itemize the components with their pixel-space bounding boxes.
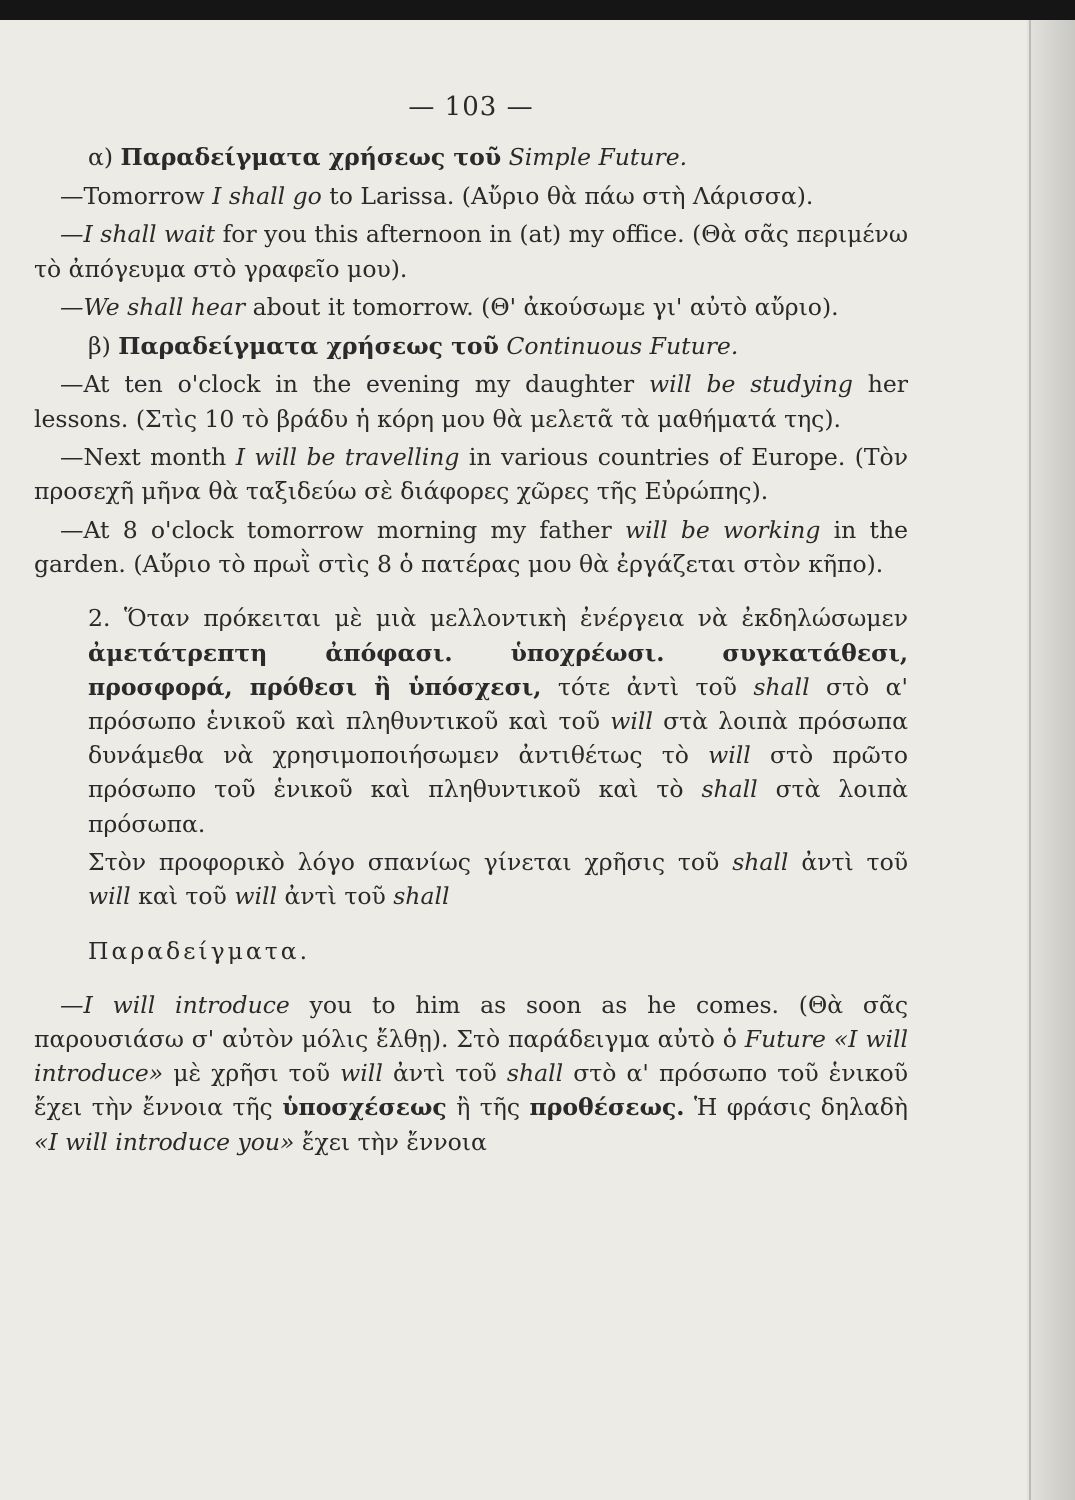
- example-a1-rest: to Larissa. (Αὔριο θὰ πάω στὴ Λάρισσα).: [329, 181, 814, 210]
- example-a1-verb: I shall go: [212, 181, 322, 210]
- section-a-tense: Simple Future.: [508, 143, 688, 172]
- example-c1-text-6: Ἡ φράσις δηλαδὴ: [693, 1093, 908, 1122]
- example-b1: [34, 367, 908, 435]
- example-c1-text-7: ἔχει τὴν ἔννοια: [301, 1127, 487, 1156]
- example-b3-start: —At 8 o'clock tomorrow morning my father: [60, 515, 612, 544]
- section-b-prefix: β): [88, 331, 111, 360]
- oral-will-1: will: [88, 882, 131, 911]
- section-b-tense: Continuous Future.: [506, 331, 739, 360]
- section-b-title: Παραδείγματα χρήσεως τοῦ: [118, 331, 499, 360]
- example-c1-text-5: ἢ τῆς: [456, 1093, 521, 1122]
- oral-text-2: ἀντὶ τοῦ: [801, 848, 908, 877]
- rule-2-text-5: στὸ πρῶτο πρόσωπο τοῦ ἑνικοῦ καὶ πληθυντικοῦ καὶ τὸ: [88, 741, 908, 804]
- page-right-edge: [1027, 20, 1075, 1500]
- example-a2-rest: for you this afternoon in (at) my office. (Θὰ σᾶς περιμένω τὸ ἀπόγευμα στὸ γραφεῖο μου).: [34, 220, 908, 283]
- scan-top-border: [0, 0, 1075, 20]
- example-c1-future: Future «I will introduce»: [34, 1025, 908, 1088]
- page-gutter-line: [1029, 20, 1031, 1500]
- rule-2-paragraph: [34, 601, 908, 840]
- example-b1-verb: will be studying: [648, 370, 853, 399]
- example-c1-text-3: ἀντὶ τοῦ: [392, 1059, 497, 1088]
- example-b2-verb: I will be travelling: [235, 443, 460, 472]
- example-b2-start: —Next month: [60, 443, 227, 472]
- example-c1-text-4: στὸ α' πρόσωπο τοῦ ἑνικοῦ ἔχει τὴν ἔννοια τῆς: [34, 1059, 908, 1122]
- example-c1-promise: ὑποσχέσεως: [282, 1093, 447, 1122]
- example-a3-verb: —We shall hear: [60, 293, 246, 322]
- example-c1-intention: προθέσεως.: [529, 1093, 685, 1122]
- oral-shall-1: shall: [732, 848, 789, 877]
- example-b3-rest: in the garden. (Αὔριο τὸ πρωῒ στὶς 8 ὁ πατέρας μου θὰ ἐργάζεται στὸν κῆπο).: [34, 515, 908, 579]
- page-number: — 103 —: [408, 92, 534, 122]
- example-a2: [34, 217, 908, 285]
- rule-2-shall-2: shall: [701, 775, 758, 804]
- oral-will-2: will: [234, 882, 277, 911]
- oral-text-3: καὶ τοῦ: [138, 882, 227, 911]
- rule-2-text-2: τότε ἀντὶ τοῦ: [557, 672, 737, 701]
- example-c1-will: will: [340, 1059, 383, 1088]
- rule-2-text-4: στὰ λοιπὰ πρόσωπα δυνάμεθα νὰ χρησιμοποιήσωμεν ἀντιθέτως τὸ: [88, 706, 908, 770]
- example-a3: [34, 290, 908, 324]
- rule-2-bold-terms: ἀμετάτρεπτη ἀπόφασι. ὑποχρέωσι. συγκατάθεσι, προσφορά, πρόθεσι ἢ ὑπόσχεσι,: [88, 638, 908, 701]
- example-c1-shall: shall: [506, 1059, 564, 1088]
- rule-2-intro: 2. Ὅταν πρόκειται μὲ μιὰ μελλοντικὴ ἐνέργεια νὰ ἐκδηλώσωμεν: [88, 604, 908, 633]
- section-b-heading: [34, 329, 908, 363]
- oral-text-1: Στὸν προφορικὸ λόγο σπανίως γίνεται χρῆσις τοῦ: [88, 848, 720, 877]
- example-b1-rest: her lessons. (Στὶς 10 τὸ βράδυ ἡ κόρη μου θὰ μελετᾶ τὰ μαθήματά της).: [34, 370, 908, 433]
- example-b3-verb: will be working: [624, 515, 821, 544]
- oral-usage-paragraph: [34, 845, 908, 913]
- section-a-title: Παραδείγματα χρήσεως τοῦ: [120, 143, 502, 172]
- example-b3: [34, 513, 908, 581]
- examples-heading: Παραδείγματα.: [88, 936, 311, 965]
- rule-2-text-3: στὸ α' πρόσωπο ἑνικοῦ καὶ πληθυντικοῦ καὶ τοῦ: [88, 672, 908, 735]
- example-b2-rest: in various countries of Europe. (Τὸν προσεχῆ μῆνα θὰ ταξιδεύω σὲ διάφορες χῶρες τῆς Εὐρώπης).: [34, 443, 908, 506]
- example-c1-phrase: «I will introduce you»: [34, 1127, 295, 1156]
- example-a1: [34, 179, 908, 213]
- section-a-heading: [34, 140, 908, 174]
- example-c1-verb: —I will introduce: [60, 990, 290, 1019]
- example-a3-rest: about it tomorrow. (Θ' ἀκούσωμε γι' αὐτὸ αὔριο).: [252, 293, 839, 322]
- example-c1-text-2: μὲ χρῆσι τοῦ: [173, 1059, 331, 1088]
- oral-text-4: ἀντὶ τοῦ: [284, 882, 386, 911]
- rule-2-will-1: will: [610, 706, 653, 735]
- rule-2-text-6: στὰ λοιπὰ πρόσωπα.: [88, 775, 909, 838]
- rule-2-will-2: will: [708, 741, 751, 770]
- oral-shall-2: shall: [393, 882, 450, 911]
- example-a2-verb: —I shall wait: [60, 220, 216, 249]
- example-b2: [34, 440, 908, 508]
- book-page: [34, 90, 908, 1163]
- example-a1-start: —Tomorrow: [60, 181, 205, 210]
- example-b1-start: —At ten o'clock in the evening my daughter: [60, 370, 635, 399]
- section-a-prefix: α): [88, 143, 114, 172]
- example-c1-text-1: you to him as soon as he comes. (Θὰ σᾶς παρουσιάσω σ' αὐτὸν μόλις ἔλθῃ). Στὸ παράδειγμα αὐτὸ ὁ: [34, 990, 908, 1053]
- rule-2-shall-1: shall: [753, 672, 810, 701]
- example-c1: [34, 988, 908, 1159]
